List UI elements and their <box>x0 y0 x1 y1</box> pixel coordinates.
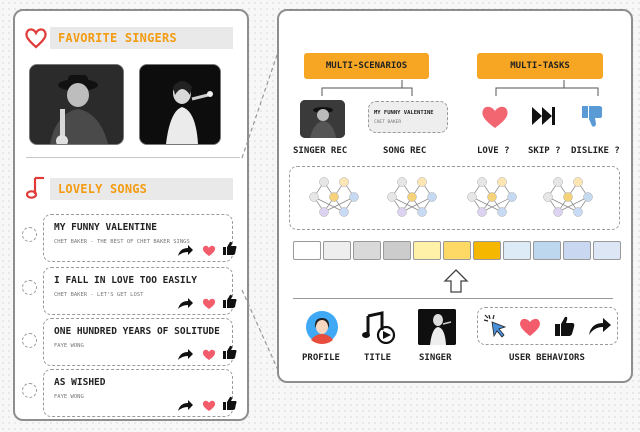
multi-tasks-box: MULTI-TASKS <box>477 53 603 79</box>
user-behaviors-label: USER BEHAVIORS <box>509 353 585 363</box>
up-arrow-icon <box>443 268 469 294</box>
share-icon[interactable] <box>178 400 193 411</box>
song-subtitle: FAYE WONG <box>54 343 84 349</box>
song-title: I FALL IN LOVE TOO EASILY <box>54 275 197 286</box>
embedding-block <box>293 241 321 260</box>
bracket-lines <box>300 78 610 100</box>
heart-icon[interactable] <box>203 401 215 411</box>
multi-scenarios-box: MULTI-SCENARIOS <box>304 53 429 79</box>
dislike-label: DISLIKE ? <box>571 146 620 156</box>
cursor-click-icon <box>483 313 509 339</box>
song-select-radio[interactable] <box>22 383 37 398</box>
song-rec-label: SONG REC <box>383 146 427 156</box>
love-heart-icon <box>480 104 510 130</box>
embedding-block <box>443 241 471 260</box>
skip-label: SKIP ? <box>528 146 561 156</box>
thumbs-up-icon[interactable] <box>223 242 237 255</box>
title-label: TITLE <box>364 353 392 363</box>
song-select-radio[interactable] <box>22 227 37 242</box>
lovely-songs-title: LOVELY SONGS <box>58 182 148 196</box>
song-subtitle: CHET BAKER - THE BEST OF CHET BAKER SINGS <box>54 239 190 245</box>
heart-icon[interactable] <box>203 246 215 256</box>
embedding-block <box>473 241 501 260</box>
song-title: MY FUNNY VALENTINE <box>54 222 157 233</box>
share-icon[interactable] <box>178 245 193 256</box>
thumbs-down-icon <box>580 104 606 130</box>
embedding-block <box>563 241 591 260</box>
song-title: AS WISHED <box>54 377 106 388</box>
song-title: ONE HUNDRED YEARS OF SOLITUDE <box>54 326 220 337</box>
panel-divider <box>26 157 240 158</box>
embedding-block <box>413 241 441 260</box>
favorite-singers-title: FAVORITE SINGERS <box>58 31 177 45</box>
singer-photo-microphone[interactable] <box>139 64 221 145</box>
embedding-block <box>323 241 351 260</box>
song-subtitle: FAYE WONG <box>54 394 84 400</box>
share-icon <box>587 315 613 337</box>
singer-rec-label: SINGER REC <box>293 146 348 156</box>
song-rec-card <box>368 101 448 133</box>
profile-label: PROFILE <box>302 353 340 363</box>
singer-input-thumbnail <box>418 309 456 345</box>
input-divider <box>293 298 613 299</box>
heart-icon[interactable] <box>203 350 215 360</box>
song-select-radio[interactable] <box>22 333 37 348</box>
embedding-block <box>353 241 381 260</box>
thumbs-up-icon[interactable] <box>223 346 237 359</box>
thumbs-up-icon <box>553 314 577 338</box>
embedding-block <box>503 241 531 260</box>
heart-outline-icon <box>24 26 48 50</box>
share-icon[interactable] <box>178 349 193 360</box>
song-select-radio[interactable] <box>22 280 37 295</box>
embedding-block <box>533 241 561 260</box>
love-label: LOVE ? <box>477 146 510 156</box>
heart-icon <box>518 316 542 338</box>
song-actions <box>174 238 238 418</box>
profile-avatar-icon <box>305 310 339 344</box>
music-play-icon <box>362 310 396 344</box>
song-rec-subtitle: CHET BAKER <box>374 120 402 125</box>
song-rec-title: MY FUNNY VALENTINE <box>374 110 434 116</box>
singer-rec-thumbnail <box>300 100 345 138</box>
music-note-icon <box>26 175 48 201</box>
share-icon[interactable] <box>178 298 193 309</box>
singer-photo-trumpet[interactable] <box>29 64 124 145</box>
thumbs-up-icon[interactable] <box>223 295 237 308</box>
thumbs-up-icon[interactable] <box>223 397 237 410</box>
song-subtitle: CHET BAKER - LET'S GET LOST <box>54 292 144 298</box>
singer-label: SINGER <box>419 353 452 363</box>
heart-icon[interactable] <box>203 299 215 309</box>
embedding-block <box>593 241 621 260</box>
embedding-block <box>383 241 411 260</box>
skip-forward-icon <box>531 106 557 126</box>
network-diagrams <box>296 170 616 226</box>
